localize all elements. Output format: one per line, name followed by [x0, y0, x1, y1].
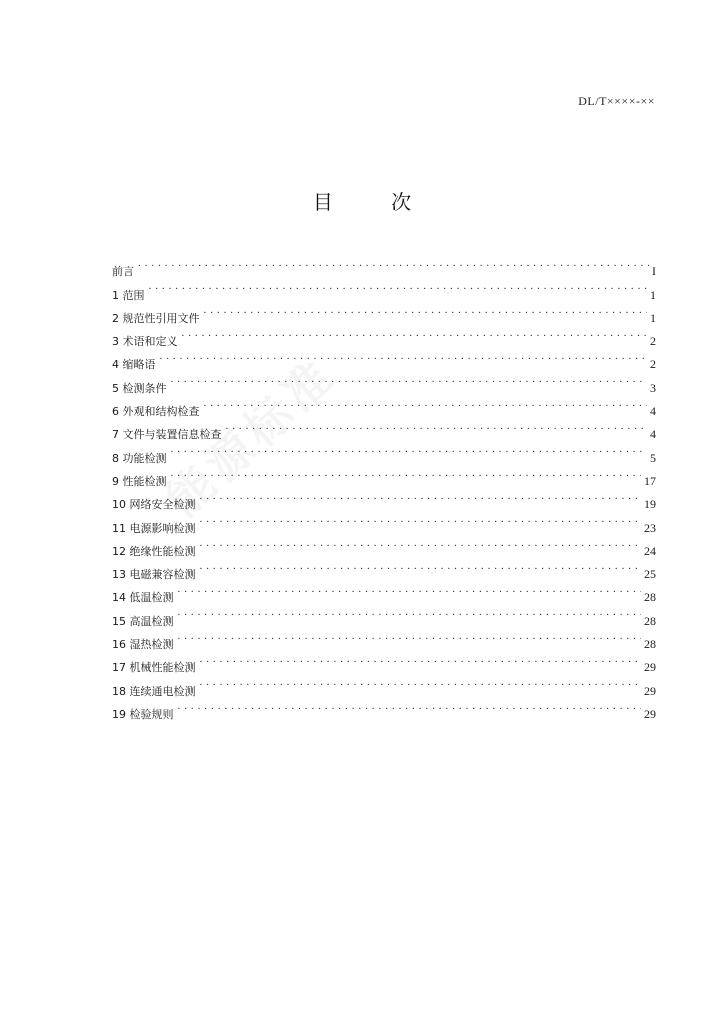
- toc-entry[interactable]: [112, 625, 656, 652]
- toc-entry-label: 6 外观和结构检查: [112, 405, 200, 419]
- toc-entry-label: 17 机械性能检测: [112, 661, 196, 675]
- toc-entry-page: 29: [644, 683, 656, 698]
- toc-leader: [149, 275, 648, 298]
- toc-entry[interactable]: [112, 648, 656, 675]
- toc-entry-page: 17: [644, 473, 656, 488]
- toc-leader: [178, 625, 642, 648]
- toc-entry-label: 7 文件与装置信息检查: [112, 428, 222, 442]
- toc-entry-page: 3: [650, 380, 656, 395]
- toc-entry-label: 14 低温检测: [112, 591, 174, 605]
- toc-entry-page: 29: [644, 660, 656, 675]
- toc-entry-label: 18 连续通电检测: [112, 684, 196, 698]
- toc-entry-page: 5: [650, 450, 656, 465]
- toc-entry-label: 9 性能检测: [112, 474, 167, 488]
- toc-entry-page: 4: [650, 427, 656, 442]
- document-code: DL/T××××-××: [578, 94, 655, 108]
- toc-leader: [200, 508, 642, 531]
- toc-entry[interactable]: [112, 392, 656, 419]
- toc-list: [112, 252, 656, 721]
- toc-entry-label: 12 绝缘性能检测: [112, 544, 196, 558]
- toc-entry-label: 5 检测条件: [112, 381, 167, 395]
- toc-entry-page: 24: [644, 543, 656, 558]
- toc-entry-page: 19: [644, 497, 656, 512]
- toc-entry[interactable]: [112, 438, 656, 465]
- toc-leader: [204, 299, 648, 322]
- toc-title: 目 次: [312, 190, 438, 214]
- toc-entry[interactable]: [112, 368, 656, 395]
- toc-entry-label: 3 术语和定义: [112, 335, 178, 349]
- toc-entry-page: 2: [650, 357, 656, 372]
- toc-leader: [171, 438, 648, 461]
- toc-leader: [178, 578, 642, 601]
- toc-entry-page: 28: [644, 590, 656, 605]
- toc-leader: [178, 601, 642, 624]
- toc-entry-label: 13 电磁兼容检测: [112, 568, 196, 582]
- toc-leader: [226, 415, 648, 438]
- toc-entry-label: 11 电源影响检测: [112, 521, 196, 535]
- toc-entry[interactable]: [112, 695, 656, 721]
- toc-entry[interactable]: [112, 322, 656, 349]
- toc-leader: [171, 462, 642, 485]
- toc-entry[interactable]: [112, 578, 656, 605]
- toc-entry-label: 1 范围: [112, 288, 145, 302]
- toc-entry-label: 4 缩略语: [112, 358, 156, 372]
- toc-entry[interactable]: [112, 601, 656, 628]
- toc-entry[interactable]: [112, 252, 656, 279]
- toc-entry-page: 1: [650, 310, 656, 325]
- toc-entry-page: 1: [650, 287, 656, 302]
- toc-leader: [200, 671, 642, 694]
- toc-entry-label: 16 湿热检测: [112, 638, 174, 652]
- toc-entry-label: 10 网络安全检测: [112, 498, 196, 512]
- toc-entry-page: 28: [644, 613, 656, 628]
- toc-leader: [182, 322, 648, 345]
- toc-entry[interactable]: [112, 462, 656, 488]
- toc-entry-label: 19 检验规则: [112, 707, 174, 721]
- toc-entry-label: 8 功能检测: [112, 451, 167, 465]
- toc-entry-page: 4: [650, 404, 656, 419]
- toc-leader: [171, 368, 648, 391]
- toc-entry-label: 15 高温检测: [112, 614, 174, 628]
- toc-leader: [178, 695, 642, 718]
- toc-entry-page: I: [652, 264, 656, 279]
- toc-entry-label: 2 规范性引用文件: [112, 311, 200, 325]
- toc-entry[interactable]: [112, 299, 656, 325]
- toc-leader: [200, 555, 642, 578]
- toc-entry[interactable]: [112, 275, 656, 302]
- toc-leader: [200, 532, 642, 555]
- toc-entry-page: 23: [644, 520, 656, 535]
- toc-entry-page: 25: [644, 567, 656, 582]
- toc-entry-page: 2: [650, 334, 656, 349]
- toc-entry-page: 29: [644, 706, 656, 721]
- toc-leader: [204, 392, 648, 415]
- toc-entry-page: 28: [644, 637, 656, 652]
- toc-leader: [200, 648, 642, 671]
- toc-entry-label: 前言: [112, 265, 134, 279]
- toc-entry[interactable]: [112, 485, 656, 512]
- toc-leader: [160, 345, 648, 368]
- toc-entry[interactable]: [112, 345, 656, 372]
- toc-leader: [200, 485, 642, 508]
- toc-leader: [138, 252, 649, 275]
